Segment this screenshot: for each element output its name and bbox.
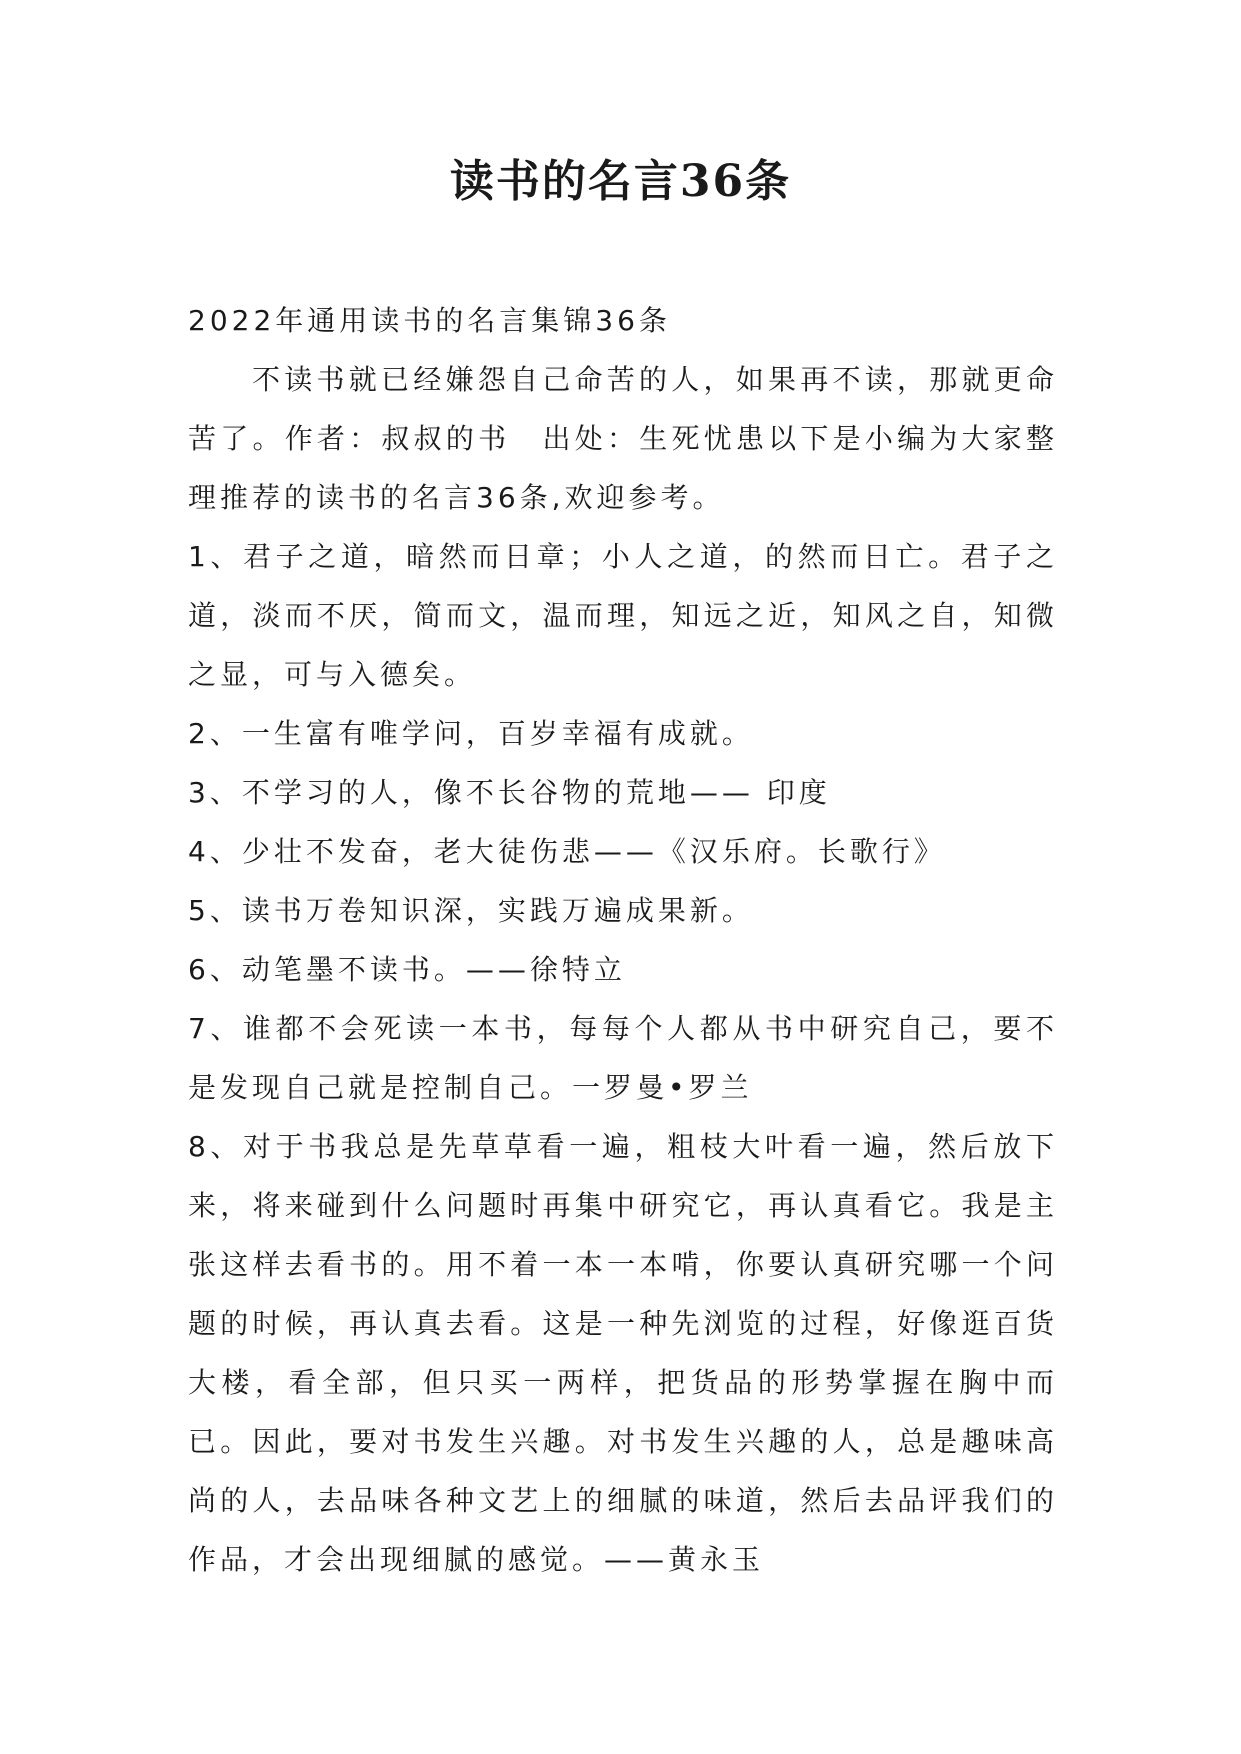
document-body: [188, 291, 1058, 1589]
quote-item: 4、少壮不发奋，老大徒伤悲——《汉乐府。长歌行》: [188, 835, 946, 868]
quote-item: 2、一生富有唯学问，百岁幸福有成就。: [188, 717, 754, 750]
quote-item: 1、君子之道，暗然而日章；小人之道，的然而日亡。君子之道，淡而不厌，简而文，温而理，知远之近，知风之自，知微之显，可与入德矣。: [188, 540, 1058, 691]
document-subtitle: 2022年通用读书的名言集锦36条: [188, 304, 671, 337]
quote-item: 8、对于书我总是先草草看一遍，粗枝大叶看一遍，然后放下来，将来碰到什么问题时再集中研究它，再认真看它。我是主张这样去看书的。用不着一本一本啃，你要认真研究哪一个问题的时候，再认真去看。这是一种先浏览的过程，好像逛百货大楼，看全部，但只买一两样，把货品的形势掌握在胸中而已。因此，要对书发生兴趣。对书发生兴趣的人，总是趣味高尚的人，去品味各种文艺上的细腻的味道，然后去品评我们的作品，才会出现细腻的感觉。——黄永玉: [188, 1130, 1058, 1576]
document-title: 读书的名言36条: [449, 156, 792, 207]
quote-item: 7、谁都不会死读一本书，每每个人都从书中研究自己，要不是发现自己就是控制自己。一罗曼•罗兰: [188, 1012, 1058, 1104]
quote-item: 6、动笔墨不读书。——徐特立: [188, 953, 626, 986]
quote-item: 3、不学习的人，像不长谷物的荒地—— 印度: [188, 776, 831, 809]
quote-list: [188, 527, 1058, 1589]
intro-paragraph: 不读书就已经嫌怨自己命苦的人，如果再不读，那就更命苦了。作者：叔叔的书 出处：生死忧患以下是小编为大家整理推荐的读书的名言36条,欢迎参考。: [188, 363, 1058, 514]
quote-item: 5、读书万卷知识深，实践万遍成果新。: [188, 894, 754, 927]
